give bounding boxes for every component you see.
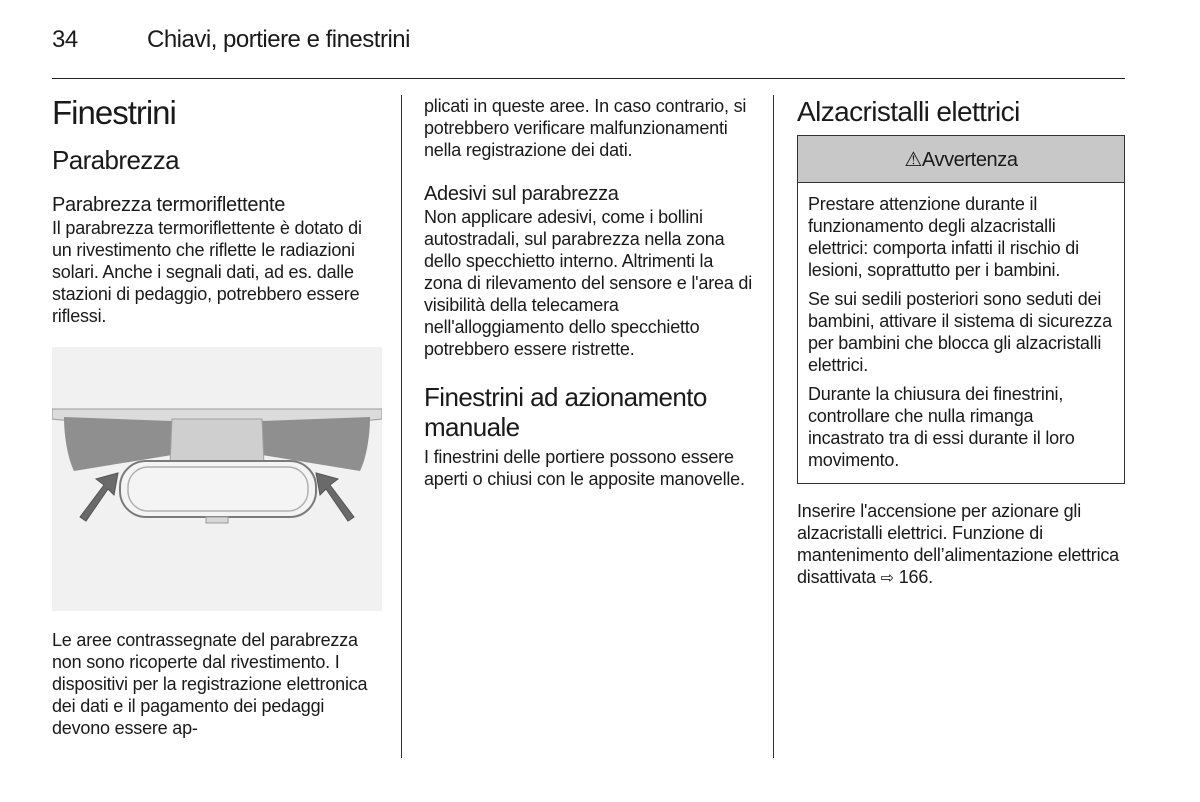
paragraph: Non applicare adesivi, come i bollini autostradali, sul parabrezza nella zona dello specchietto interno. Altrimenti la zona di rilevamento del sensore e l'area di visibilità della telecamera nell'alloggiamento dello specchietto potrebbero essere ristrette. <box>424 207 753 359</box>
paragraph: Il parabrezza termoriflettente è dotato di un rivestimento che riflette le radiazioni solari. Anche i segnali dati, ad es. dalle stazioni di pedaggio, potrebbero essere riflessi. <box>52 218 362 326</box>
column-right <box>797 95 1125 590</box>
warning-paragraph: Se sui sedili posteriori sono seduti dei bambini, attivare il sistema di sicurezza per bambini che blocca gli alzacristalli elettrici. <box>808 289 1112 375</box>
windscreen-mirror-illustration <box>52 347 382 611</box>
warning-paragraph: Prestare attenzione durante il funzionamento degli alzacristalli elettrici: comporta infatti il rischio di lesioni, soprattutto per i bambini. <box>808 194 1079 280</box>
chapter-title: Chiavi, portiere e finestrini <box>147 26 410 53</box>
mirror-diagram-svg <box>52 347 382 611</box>
subsubsection-title: Parabrezza termoriflettente <box>52 194 286 216</box>
column-middle <box>424 95 754 490</box>
warning-label: Avvertenza <box>921 149 1018 171</box>
warning-header <box>798 136 1124 183</box>
warning-box <box>797 135 1125 484</box>
paragraph: I finestrini delle portiere possono essere aperti o chiusi con le apposite manovelle. <box>424 447 745 489</box>
section-title: Finestrini <box>52 94 176 131</box>
column-divider <box>773 95 774 758</box>
subsection-title: Parabrezza <box>52 145 179 175</box>
warning-paragraph: Durante la chiusura dei finestrini, controllare che nulla rimanga incastrato tra di essi durante il loro movimento. <box>808 384 1075 470</box>
paragraph: Le aree contrassegnate del parabrezza non sono ricoperte dal rivestimento. I dispositivi per la registrazione elettronica dei dati e il pagamento dei pedaggi devono essere ap- <box>52 630 368 738</box>
column-left <box>52 95 382 739</box>
page-reference: 166. <box>898 567 933 587</box>
subsection-title: Finestrini ad azionamento manuale <box>424 382 707 442</box>
subsubsection-title: Adesivi sul parabrezza <box>424 183 619 205</box>
warning-icon: ⚠ <box>904 149 922 171</box>
paragraph-text: Inserire l'accensione per azionare gli alzacristalli elettrici. Funzione di mantenimento dell’alimentazione elettrica disattivata <box>797 501 1119 587</box>
page-number: 34 <box>52 26 78 53</box>
warning-body <box>798 183 1124 483</box>
section-title: Alzacristalli elettrici <box>797 96 1020 127</box>
page-header <box>52 22 1125 79</box>
paragraph: plicati in queste aree. In caso contrario, si potrebbero verificare malfunzionamenti nella registrazione dei dati. <box>424 96 747 160</box>
paragraph <box>797 500 1125 590</box>
column-divider <box>401 95 402 758</box>
page-reference-icon: ⇨ <box>880 570 894 587</box>
